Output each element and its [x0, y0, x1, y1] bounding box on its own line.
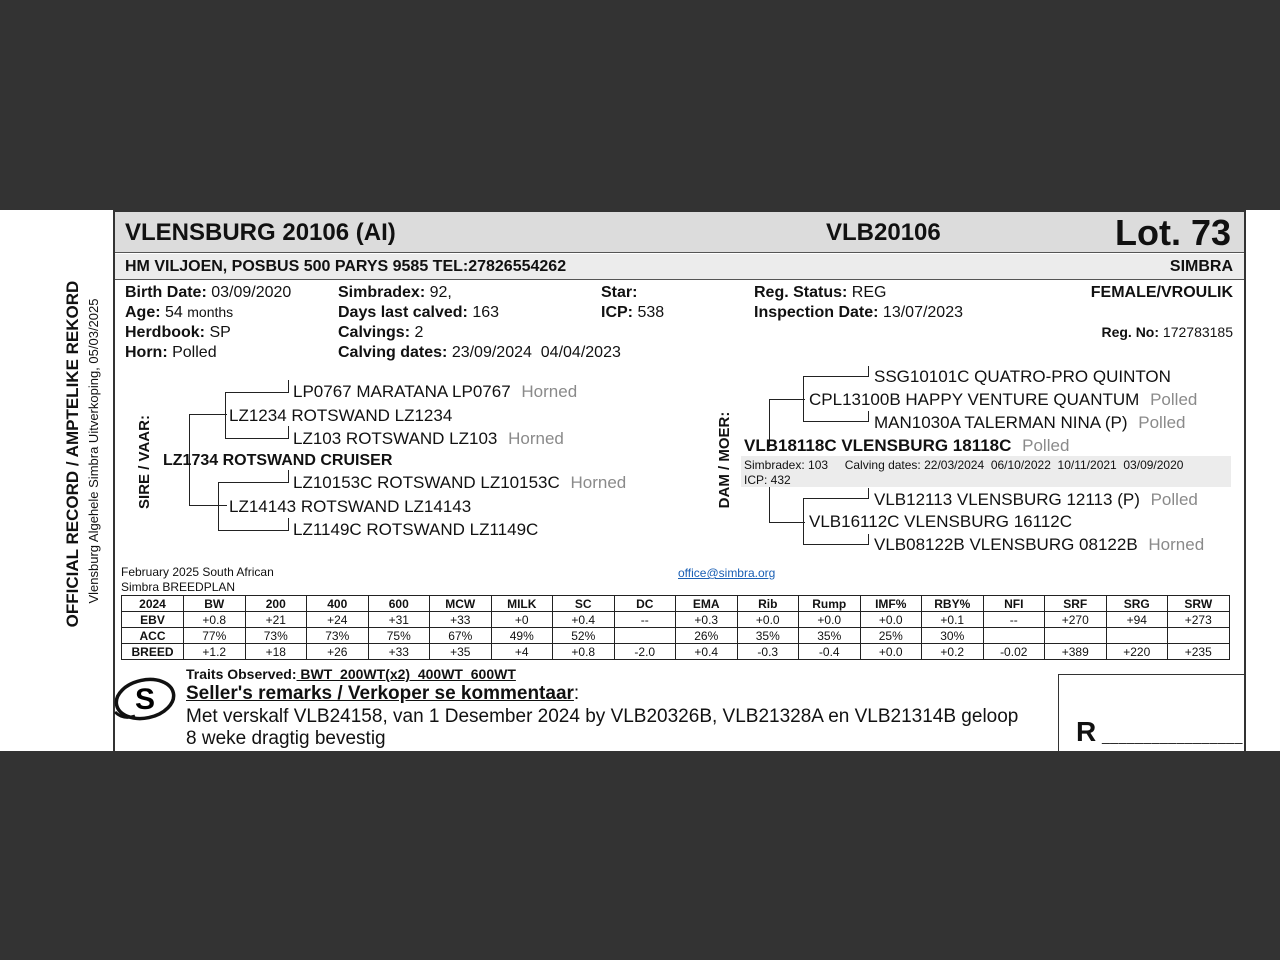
dam-details-line1: Simbradex: 103 Calving dates: 22/03/2024 06/10/2022 10/11/2021 03/09/2020: [744, 458, 1184, 472]
ebv-cell: BREED: [122, 644, 184, 660]
birth-date-value: 03/09/2020: [211, 284, 292, 301]
inspection-label: Inspection Date:: [754, 304, 879, 321]
horn-value: Polled: [172, 344, 217, 361]
ebv-cell: 35%: [737, 628, 799, 644]
sale-name-label: Vlensburg Algehele Simbra Uitverkoping, 05/03/2025: [86, 298, 101, 604]
herdbook: [125, 324, 231, 342]
ebv-cell: 77%: [184, 628, 246, 644]
inspection-date: [754, 304, 963, 322]
ebv-cell: +0.3: [676, 612, 738, 628]
dam-sire-tick2: [868, 411, 869, 422]
traits-value: BWT 200WT(x2) 400WT 600WT: [296, 666, 516, 682]
sire-dam-top: [218, 482, 289, 483]
ebv-cell: -2.0: [614, 644, 676, 660]
breedplan-line1: February 2025 South African: [121, 565, 274, 579]
ebv-cell: [614, 628, 676, 644]
simbra-logo-icon: [113, 676, 177, 722]
ebv-cell: [1168, 628, 1230, 644]
sire-sire-bracket: [225, 392, 226, 438]
ebv-header-cell: Rib: [737, 596, 799, 612]
animal-name: VLENSBURG 20106 (AI): [125, 219, 396, 246]
ebv-cell: [1106, 628, 1168, 644]
calvings-label: Calvings:: [338, 324, 411, 341]
ebv-cell: +270: [1045, 612, 1107, 628]
dam-dam: VLB16112C VLENSBURG 16112C: [809, 512, 1073, 531]
email-link[interactable]: office@simbra.org: [678, 566, 776, 580]
ebv-row: [122, 644, 1230, 660]
remarks-line2: 8 weke dragtig bevestig: [186, 728, 386, 749]
dam-dam-bracket: [769, 487, 770, 523]
ebv-cell: 25%: [860, 628, 922, 644]
dam-dam-top: [803, 498, 869, 499]
ebv-cell: 73%: [307, 628, 369, 644]
dam-sire-dam: [874, 413, 1186, 433]
ebv-header-cell: RBY%: [922, 596, 984, 612]
ebv-cell: 35%: [799, 628, 861, 644]
ebv-header-cell: SRF: [1045, 596, 1107, 612]
sire-sire-bottom: [225, 438, 289, 439]
remarks-line1: Met verskalf VLB24158, van 1 Desember 2024 by VLB20326B, VLB21328A en VLB21314B geloop: [186, 706, 1019, 727]
ebv-cell: +0.8: [184, 612, 246, 628]
age-label: Age:: [125, 304, 161, 321]
ebv-cell: +35: [430, 644, 492, 660]
ebv-cell: 67%: [430, 628, 492, 644]
dam-sire-bracket-stem: [769, 399, 805, 400]
ebv-cell: 30%: [922, 628, 984, 644]
ebv-cell: -0.02: [983, 644, 1045, 660]
ebv-cell: +33: [430, 612, 492, 628]
ebv-cell: -0.3: [737, 644, 799, 660]
ebv-cell: +94: [1106, 612, 1168, 628]
ebv-cell: +21: [245, 612, 307, 628]
ebv-cell: 49%: [491, 628, 553, 644]
ebv-cell: +4: [491, 644, 553, 660]
ebv-cell: 75%: [368, 628, 430, 644]
ddd-name: VLB08122B VLENSBURG 08122B: [874, 535, 1138, 554]
sds-horn: Horned: [570, 473, 627, 492]
ebv-cell: +24: [307, 612, 369, 628]
ebv-header-cell: MCW: [430, 596, 492, 612]
ebv-cell: +26: [307, 644, 369, 660]
ebv-cell: ACC: [122, 628, 184, 644]
dam-horn: Polled: [1022, 436, 1070, 455]
sire-dam: LZ14143 ROTSWAND LZ14143: [229, 497, 472, 516]
ebv-header-cell: NFI: [983, 596, 1045, 612]
breedplan-line2: Simbra BREEDPLAN: [121, 580, 236, 594]
age-unit: months: [187, 304, 234, 320]
sire-dam-sire: [293, 473, 626, 493]
ebv-cell: +0.0: [860, 644, 922, 660]
dds-name: VLB12113 VLENSBURG 12113 (P): [874, 490, 1140, 509]
ebv-cell: +0: [491, 612, 553, 628]
ebv-header-cell: 400: [307, 596, 369, 612]
dam-sire-bracket-v: [803, 376, 804, 422]
ebv-cell: 52%: [553, 628, 615, 644]
ebv-cell: +0.4: [553, 612, 615, 628]
ebv-cell: [983, 628, 1045, 644]
reg-number-label: Reg. No:: [1101, 324, 1160, 340]
reg-status-label: Reg. Status:: [754, 284, 848, 301]
sds-name: LZ10153C ROTSWAND LZ10153C: [293, 473, 560, 492]
sire-dam-dam: LZ1149C ROTSWAND LZ1149C: [293, 520, 539, 539]
star-label: Star:: [601, 284, 638, 301]
official-record-label: OFFICIAL RECORD / AMPTELIKE REKORD: [63, 280, 82, 628]
animal-reg-code: VLB20106: [826, 219, 941, 246]
ebv-header-row: [122, 596, 1230, 612]
sex-label: FEMALE/VROULIK: [1090, 284, 1233, 301]
ebv-cell: 26%: [676, 628, 738, 644]
remarks-heading-text: Seller's remarks / Verkoper se kommentaar: [186, 683, 574, 704]
ssd-name: LZ103 ROTSWAND LZ103: [293, 429, 498, 448]
sire-sire-top: [225, 392, 289, 393]
ebv-header-cell: SC: [553, 596, 615, 612]
dam-sire: [809, 390, 1197, 410]
simbradex-label: Simbradex:: [338, 284, 426, 301]
traits-label: Traits Observed:: [186, 666, 297, 682]
ebv-header-cell: MILK: [491, 596, 553, 612]
price-blank: _________________: [1102, 728, 1243, 744]
dam-sire-sire: SSG10101C QUATRO-PRO QUINTON: [874, 367, 1171, 386]
ebv-row: [122, 612, 1230, 628]
sire-bracket-bottom: [189, 505, 227, 506]
dam-sire-tick1: [868, 366, 869, 377]
birth-date-label: Birth Date:: [125, 284, 207, 301]
ebv-cell: -0.4: [799, 644, 861, 660]
dlc-label: Days last calved:: [338, 304, 468, 321]
sire-dam-bracket: [218, 482, 219, 531]
ebv-cell: +33: [368, 644, 430, 660]
ebv-cell: +220: [1106, 644, 1168, 660]
ebv-cell: +0.0: [737, 612, 799, 628]
simbradex: [338, 284, 452, 302]
ebv-cell: +235: [1168, 644, 1230, 660]
ebv-cell: 73%: [245, 628, 307, 644]
calvings: [338, 324, 423, 342]
age: [125, 304, 233, 322]
sss-name: LP0767 MARATANA LP0767: [293, 382, 511, 401]
catalogue-card: [0, 210, 1280, 751]
logo-letter: S: [134, 683, 156, 716]
icp: [601, 304, 664, 322]
traits-observed: [186, 666, 516, 682]
icp-value: 538: [637, 304, 665, 321]
ebv-header-cell: SRW: [1168, 596, 1230, 612]
dam-label: DAM / MOER:: [716, 411, 733, 509]
sire-dam-bottom: [218, 530, 289, 531]
sss-horn: Horned: [521, 382, 578, 401]
ebv-cell: +273: [1168, 612, 1230, 628]
ebv-header-cell: Rump: [799, 596, 861, 612]
horn-label: Horn:: [125, 344, 168, 361]
dsd-horn: Polled: [1138, 413, 1186, 432]
reg-status-value: REG: [851, 284, 887, 301]
dam-details-line2: ICP: 432: [744, 473, 791, 487]
sire-sire-sire: [293, 382, 577, 402]
icp-label: ICP:: [601, 304, 633, 321]
ebv-header-cell: SRG: [1106, 596, 1168, 612]
ebv-cell: +389: [1045, 644, 1107, 660]
ebv-table: [121, 595, 1230, 660]
dam-dam-bracket-v: [803, 498, 804, 545]
ebv-cell: +18: [245, 644, 307, 660]
sire-sire-dam: [293, 429, 564, 449]
ds-name: CPL13100B HAPPY VENTURE QUANTUM: [809, 390, 1140, 409]
calving-dates-label: Calving dates:: [338, 344, 448, 361]
calving-dates: [338, 344, 621, 362]
ebv-header-cell: 200: [245, 596, 307, 612]
dam-dam-dam: [874, 535, 1204, 555]
ebv-header-cell: BW: [184, 596, 246, 612]
reg-number: [1101, 324, 1233, 340]
ebv-cell: +0.8: [553, 644, 615, 660]
herdbook-value: SP: [209, 324, 231, 341]
ebv-cell: +0.2: [922, 644, 984, 660]
lot-number: Lot. 73: [1115, 212, 1232, 253]
ebv-cell: +0.1: [922, 612, 984, 628]
dam-dam-sire: [874, 490, 1198, 510]
dam-sire-bottom: [803, 421, 869, 422]
sire-dam-tick2: [288, 518, 289, 531]
reg-number-value: 172783185: [1162, 324, 1233, 340]
ebv-header-cell: EMA: [676, 596, 738, 612]
ddd-horn: Horned: [1148, 535, 1205, 554]
ebv-cell: +1.2: [184, 644, 246, 660]
simbradex-value: 92,: [429, 284, 452, 301]
owner-details: HM VILJOEN, POSBUS 500 PARYS 9585 TEL:27826554262: [125, 258, 567, 275]
ebv-header-cell: 2024: [122, 596, 184, 612]
ebv-cell: --: [614, 612, 676, 628]
ebv-header-cell: 600: [368, 596, 430, 612]
sire-bracket-top: [189, 414, 227, 415]
ebv-header-cell: DC: [614, 596, 676, 612]
price-currency: R: [1076, 716, 1097, 747]
sire-sire: LZ1234 ROTSWAND LZ1234: [229, 406, 453, 425]
ebv-cell: +0.0: [799, 612, 861, 628]
sire-name: LZ1734 ROTSWAND CRUISER: [163, 452, 393, 469]
ssd-horn: Horned: [508, 429, 564, 448]
sire-dam-tick1: [288, 470, 289, 483]
dlc-value: 163: [472, 304, 500, 321]
dds-horn: Polled: [1150, 490, 1198, 509]
dam-name-text: VLB18118C VLENSBURG 18118C: [744, 436, 1012, 455]
remarks-colon: :: [573, 683, 580, 704]
birth-date: [125, 284, 291, 302]
sire-sire-tick1: [288, 380, 289, 393]
reg-status: [754, 284, 886, 302]
sire-label: SIRE / VAAR:: [136, 415, 153, 509]
horn-status: [125, 344, 217, 362]
ebv-cell: --: [983, 612, 1045, 628]
ebv-cell: [1045, 628, 1107, 644]
dam-dam-tick2: [868, 534, 869, 545]
calvings-value: 2: [414, 324, 424, 341]
dam-sire-top: [803, 376, 869, 377]
ebv-header-cell: IMF%: [860, 596, 922, 612]
inspection-value: 13/07/2023: [882, 304, 963, 321]
ds-horn: Polled: [1150, 390, 1198, 409]
ebv-cell: +0.0: [860, 612, 922, 628]
dam-dam-stem: [769, 522, 805, 523]
ebv-cell: +31: [368, 612, 430, 628]
breed-name: SIMBRA: [1169, 258, 1233, 275]
ebv-cell: EBV: [122, 612, 184, 628]
dam-dam-tick1: [868, 488, 869, 499]
herdbook-label: Herdbook:: [125, 324, 205, 341]
dam-dam-bottom: [803, 544, 869, 545]
sire-sire-tick2: [288, 426, 289, 439]
days-last-calved: [338, 304, 499, 322]
dsd-name: MAN1030A TALERMAN NINA (P): [874, 413, 1128, 432]
calving-dates-value: 23/09/2024 04/04/2023: [451, 344, 621, 361]
dam-name: [744, 436, 1069, 456]
remarks-heading: [186, 683, 579, 705]
ebv-row: [122, 628, 1230, 644]
ebv-cell: +0.4: [676, 644, 738, 660]
age-value: 54: [165, 304, 183, 321]
